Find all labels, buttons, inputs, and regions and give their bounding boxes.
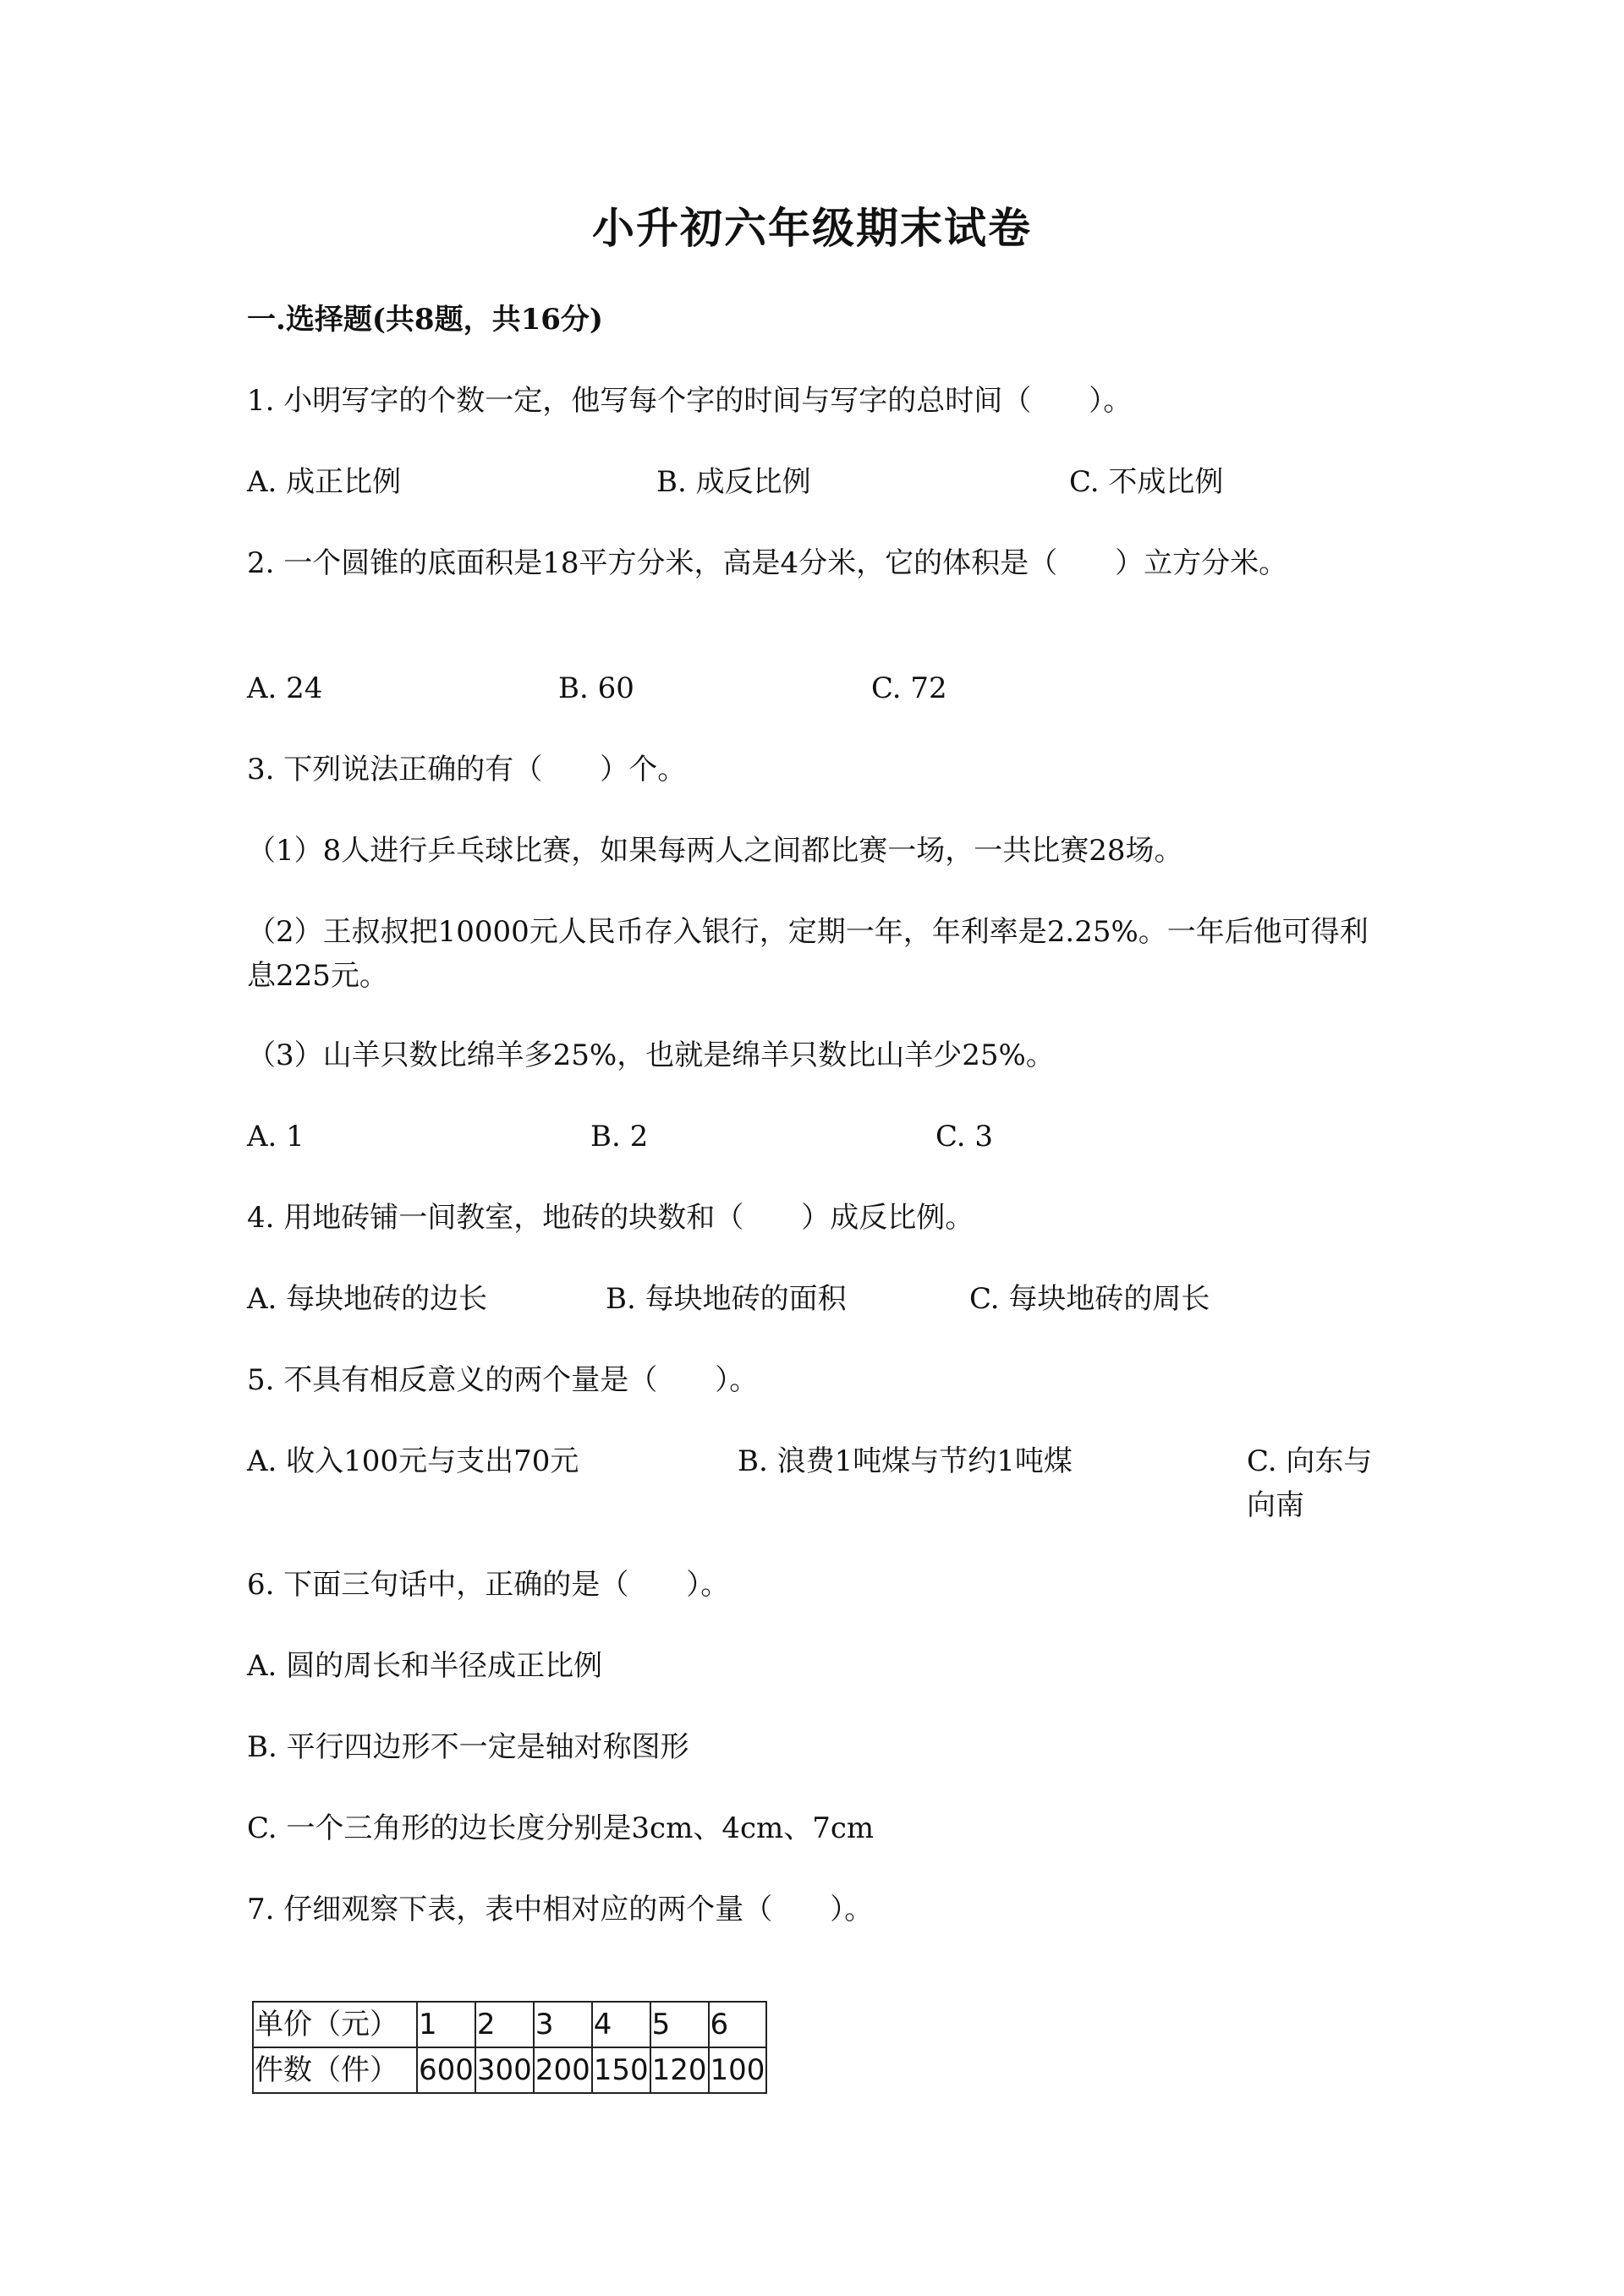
table-cell: 120: [650, 2047, 709, 2093]
question-2-option-a: A. 24: [247, 671, 323, 705]
table-cell: 200: [534, 2047, 592, 2093]
table-cell: 150: [592, 2047, 650, 2093]
question-1-option-c: C. 不成比例: [1069, 465, 1224, 499]
table-cell: 100: [709, 2047, 767, 2093]
question-5-option-c: C. 向东与向南: [1247, 1444, 1373, 1522]
question-4-option-c: C. 每块地砖的周长: [969, 1282, 1210, 1316]
table-row: [253, 2047, 766, 2093]
question-5-option-b: B. 浪费1吨煤与节约1吨煤: [738, 1444, 1073, 1478]
table-cell: 5: [650, 2002, 709, 2047]
question-3-statement-3: （3）山羊只数比绵羊多25%，也就是绵羊只数比山羊少25%。: [247, 1038, 1055, 1072]
table-cell: 4: [592, 2002, 650, 2047]
table-cell: 2: [475, 2002, 534, 2047]
question-1-stem: 1. 小明写字的个数一定，他写每个字的时间与写字的总时间（ ）。: [247, 384, 1133, 418]
page-title: 小升初六年级期末试卷: [592, 203, 1032, 253]
question-5-option-a: A. 收入100元与支出70元: [247, 1444, 579, 1478]
table-cell: 1: [417, 2002, 475, 2047]
table-cell: 300: [475, 2047, 534, 2093]
question-5-stem: 5. 不具有相反意义的两个量是（ ）。: [247, 1363, 759, 1397]
table-cell: 600: [417, 2047, 475, 2093]
question-3-statement-2: （2）王叔叔把10000元人民币存入银行，定期一年，年利率是2.25%。一年后他可得利息225元。: [247, 915, 1369, 993]
question-2-option-c: C. 72: [871, 671, 947, 705]
question-2-stem: 2. 一个圆锥的底面积是18平方分米，高是4分米，它的体积是（ ）立方分米。: [247, 546, 1288, 580]
price-quantity-table: [252, 2001, 767, 2094]
question-3-option-b: B. 2: [590, 1120, 649, 1153]
table-cell: 6: [709, 2002, 767, 2047]
question-3-option-a: A. 1: [247, 1120, 304, 1153]
question-2-option-b: B. 60: [558, 671, 634, 705]
question-3-stem: 3. 下列说法正确的有（ ）个。: [247, 753, 687, 786]
question-6-option-c: C. 一个三角形的边长度分别是3cm、4cm、7cm: [247, 1811, 875, 1845]
question-4-option-b: B. 每块地砖的面积: [606, 1282, 847, 1316]
question-6-option-a: A. 圆的周长和半径成正比例: [247, 1649, 603, 1683]
question-6-option-b: B. 平行四边形不一定是轴对称图形: [247, 1730, 689, 1764]
table-row-head-quantity: 件数（件）: [253, 2047, 417, 2093]
question-4-option-a: A. 每块地砖的边长: [247, 1282, 488, 1316]
question-6-stem: 6. 下面三句话中，正确的是（ ）。: [247, 1568, 730, 1602]
question-3-option-c: C. 3: [935, 1120, 994, 1153]
question-1-option-a: A. 成正比例: [247, 465, 402, 499]
section-heading: 一.选择题(共8题，共16分): [247, 303, 603, 337]
question-4-stem: 4. 用地砖铺一间教室，地砖的块数和（ ）成反比例。: [247, 1201, 974, 1235]
table-row-head-unit-price: 单价（元）: [253, 2002, 417, 2047]
question-7-stem: 7. 仔细观察下表，表中相对应的两个量（ ）。: [247, 1893, 874, 1926]
question-1-option-b: B. 成反比例: [656, 465, 811, 499]
table-cell: 3: [534, 2002, 592, 2047]
table-row: [253, 2002, 766, 2047]
question-3-statement-1: （1）8人进行乒乓球比赛，如果每两人之间都比赛一场，一共比赛28场。: [247, 834, 1183, 868]
